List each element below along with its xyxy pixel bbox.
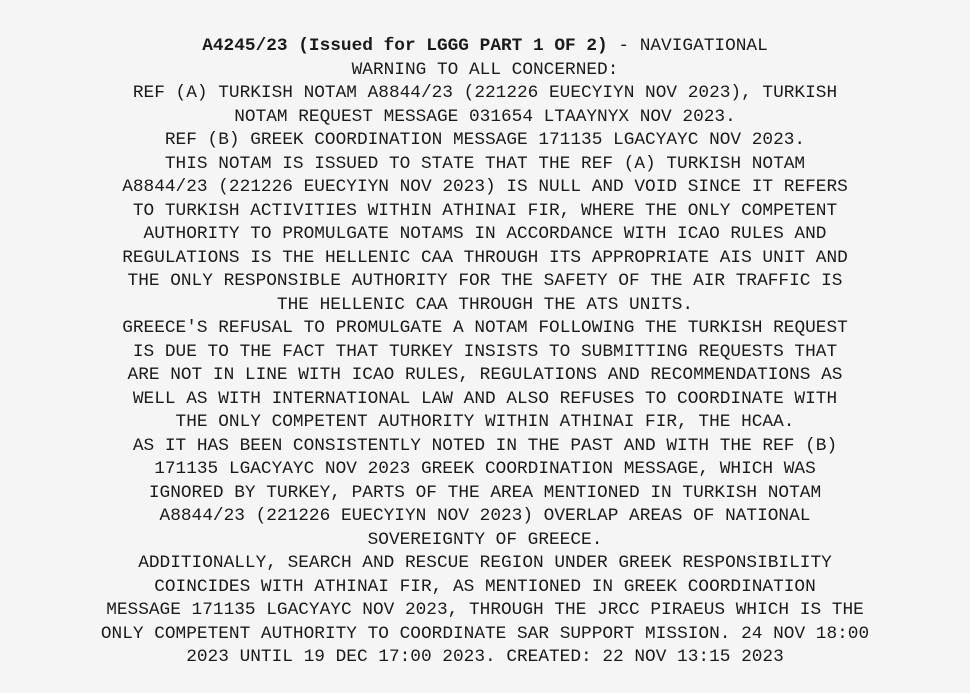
notam-line: ARE NOT IN LINE WITH ICAO RULES, REGULATIONS AND RECOMMENDATIONS AS	[127, 365, 843, 385]
notam-line: WELL AS WITH INTERNATIONAL LAW AND ALSO REFUSES TO COORDINATE WITH	[132, 388, 838, 409]
notam-line: IS DUE TO THE FACT THAT TURKEY INSISTS TO SUBMITTING REQUESTS THAT	[132, 341, 838, 362]
notam-line: NOTAM REQUEST MESSAGE 031654 LTAAYNYX NOV 2023.	[234, 106, 736, 127]
notam-line: THE HELLENIC CAA THROUGH THE ATS UNITS.	[276, 294, 694, 315]
notam-line: THE ONLY COMPETENT AUTHORITY WITHIN ATHINAI FIR, THE HCAA.	[175, 412, 795, 432]
notam-line: MESSAGE 171135 LGACYAYC NOV 2023, THROUGH THE JRCC PIRAEUS WHICH IS THE	[106, 600, 864, 620]
notam-line: 2023 UNTIL 19 DEC 17:00 2023. CREATED: 22 NOV 13:15 2023	[186, 647, 784, 667]
notam-line: AS IT HAS BEEN CONSISTENTLY NOTED IN THE PAST AND WITH THE REF (B)	[132, 435, 838, 456]
notam-line: THIS NOTAM IS ISSUED TO STATE THAT THE REF (A) TURKISH NOTAM	[164, 153, 806, 174]
notam-line: TO TURKISH ACTIVITIES WITHIN ATHINAI FIR, WHERE THE ONLY COMPETENT	[132, 200, 838, 221]
notam-header	[0, 35, 970, 59]
notam-id-issue: A4245/23 (Issued for LGGG PART 1 OF 2)	[202, 36, 608, 56]
notam-line: SOVEREIGNTY OF GREECE.	[367, 529, 603, 550]
notam-category: - NAVIGATIONAL	[607, 36, 768, 56]
notam-line: REF (B) GREEK COORDINATION MESSAGE 171135 LGACYAYC NOV 2023.	[164, 130, 806, 150]
notam-line: IGNORED BY TURKEY, PARTS OF THE AREA MENTIONED IN TURKISH NOTAM	[148, 482, 822, 503]
notam-line: GREECE'S REFUSAL TO PROMULGATE A NOTAM FOLLOWING THE TURKISH REQUEST	[122, 318, 848, 338]
notam-line: ONLY COMPETENT AUTHORITY TO COORDINATE SAR SUPPORT MISSION. 24 NOV 18:00	[100, 623, 870, 644]
notam-line: A8844/23 (221226 EUECYIYN NOV 2023) IS NULL AND VOID SINCE IT REFERS	[122, 177, 848, 197]
notam-line: COINCIDES WITH ATHINAI FIR, AS MENTIONED IN GREEK COORDINATION	[154, 576, 816, 597]
notam-line: THE ONLY RESPONSIBLE AUTHORITY FOR THE SAFETY OF THE AIR TRAFFIC IS	[127, 271, 843, 291]
notam-line: ADDITIONALLY, SEARCH AND RESCUE REGION UNDER GREEK RESPONSIBILITY	[138, 553, 832, 573]
notam-line: AUTHORITY TO PROMULGATE NOTAMS IN ACCORDANCE WITH ICAO RULES AND	[143, 224, 827, 244]
notam-line: WARNING TO ALL CONCERNED:	[351, 59, 619, 80]
notam-line: REF (A) TURKISH NOTAM A8844/23 (221226 EUECYIYN NOV 2023), TURKISH	[132, 83, 838, 103]
notam-line: A8844/23 (221226 EUECYIYN NOV 2023) OVERLAP AREAS OF NATIONAL	[159, 506, 811, 526]
notam-line: REGULATIONS IS THE HELLENIC CAA THROUGH ITS APPROPRIATE AIS UNIT AND	[122, 247, 848, 268]
notam-line: 171135 LGACYAYC NOV 2023 GREEK COORDINATION MESSAGE, WHICH WAS	[154, 459, 816, 479]
